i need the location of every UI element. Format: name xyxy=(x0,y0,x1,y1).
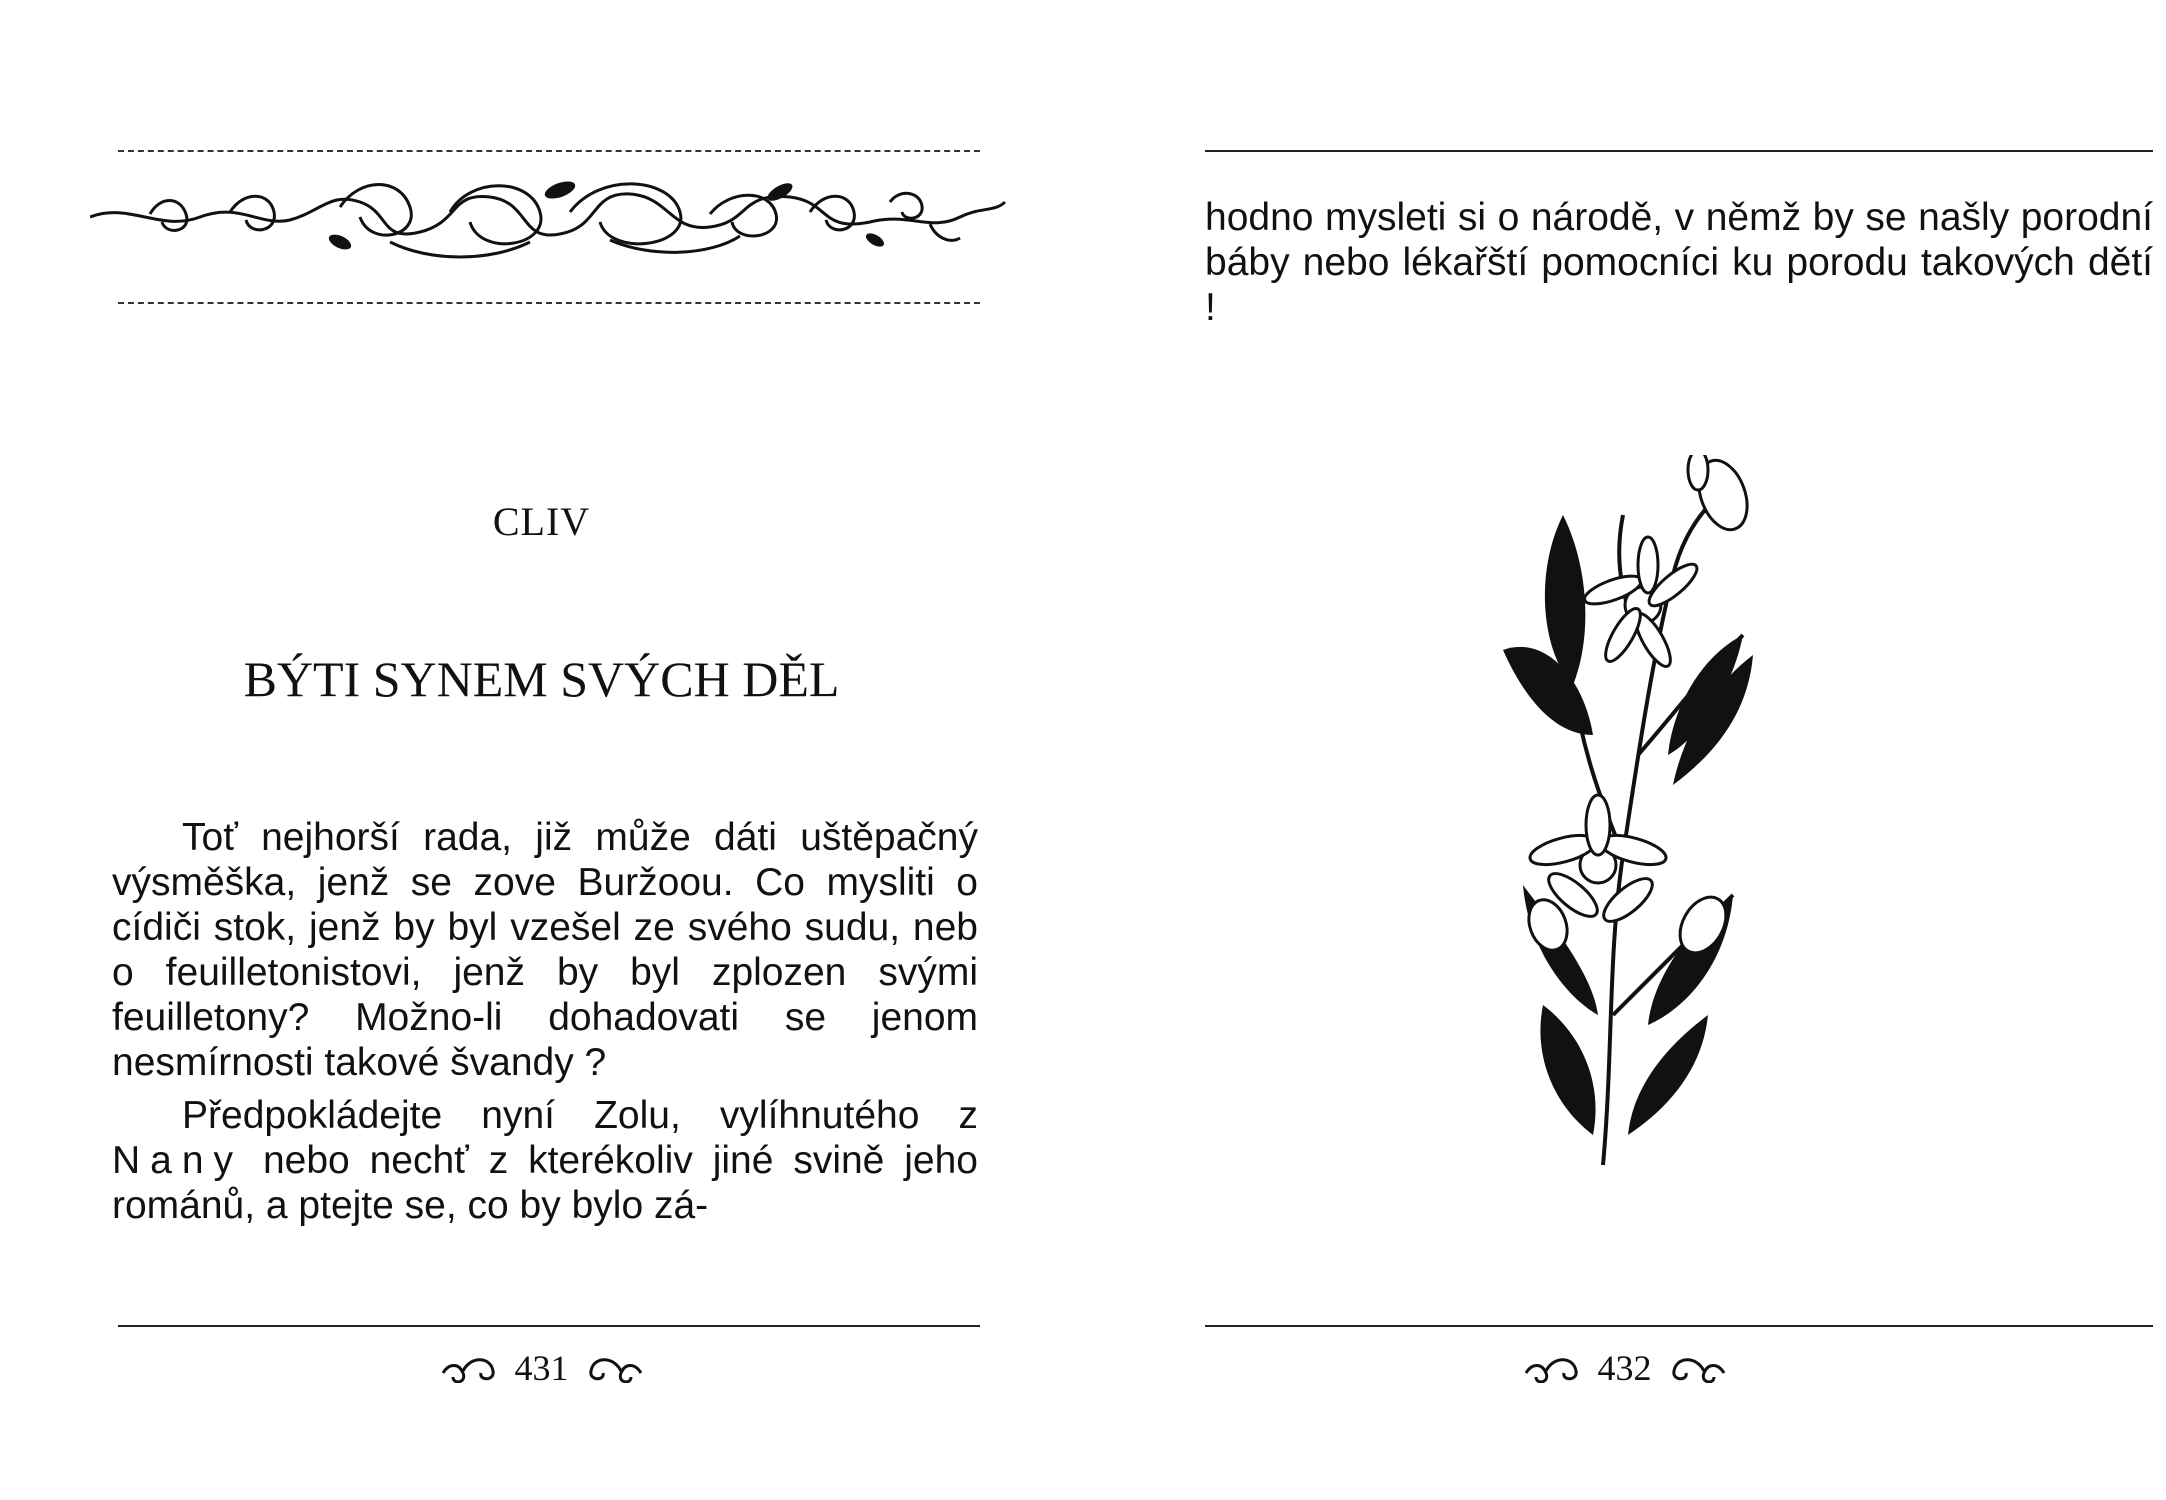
chapter-number: CLIV xyxy=(492,499,591,544)
paragraph-end: nebo nechť z kterékoliv jiné svině jeho románů, a ptejte se, co by bylo zá- xyxy=(112,1139,978,1227)
spaced-word: Nany xyxy=(112,1139,244,1182)
paragraph: hodno mysleti si o národě, v němž by se našly porodní báby nebo lékařští pomocníci ku porodu takových dětí ! xyxy=(1205,196,2153,329)
paragraph xyxy=(112,1093,978,1228)
footer-rule xyxy=(1205,1325,2153,1327)
swirl-ornament-icon xyxy=(439,1353,497,1383)
page-footer xyxy=(0,1347,1083,1389)
right-page xyxy=(1083,0,2166,1500)
left-body-text xyxy=(112,815,978,1228)
ornament-bottom-rule xyxy=(118,302,980,304)
swirl-ornament-icon xyxy=(587,1353,645,1383)
top-rule xyxy=(118,150,980,152)
right-body-text xyxy=(1205,195,2153,330)
top-rule xyxy=(1205,150,2153,152)
paragraph-start: Předpokládejte nyní Zolu, vylíhnutého z xyxy=(182,1094,978,1137)
page-number: 431 xyxy=(514,1348,569,1388)
chapter-title: BÝTI SYNEM SVÝCH DĚL xyxy=(243,651,840,707)
swirl-ornament-icon xyxy=(1522,1353,1580,1383)
footer-rule xyxy=(118,1325,980,1327)
floral-scroll-ornament-icon xyxy=(90,172,1010,277)
swirl-ornament-icon xyxy=(1670,1353,1728,1383)
page-footer xyxy=(1083,1347,2166,1389)
page-number: 432 xyxy=(1597,1348,1652,1388)
paragraph: Toť nejhorší rada, již může dáti uštěpačný výsměška, jenž se zove Buržoou. Co mysliti o cídiči stok, jenž by byl vzešel ze svého sudu, neb o feuilletonistovi, jenž by byl zplozen svými feuilletony? Možno-li dohadovati se jenom nesmírnosti takové švandy ? xyxy=(112,816,978,1084)
flower-illustration-icon xyxy=(1503,455,1838,1175)
